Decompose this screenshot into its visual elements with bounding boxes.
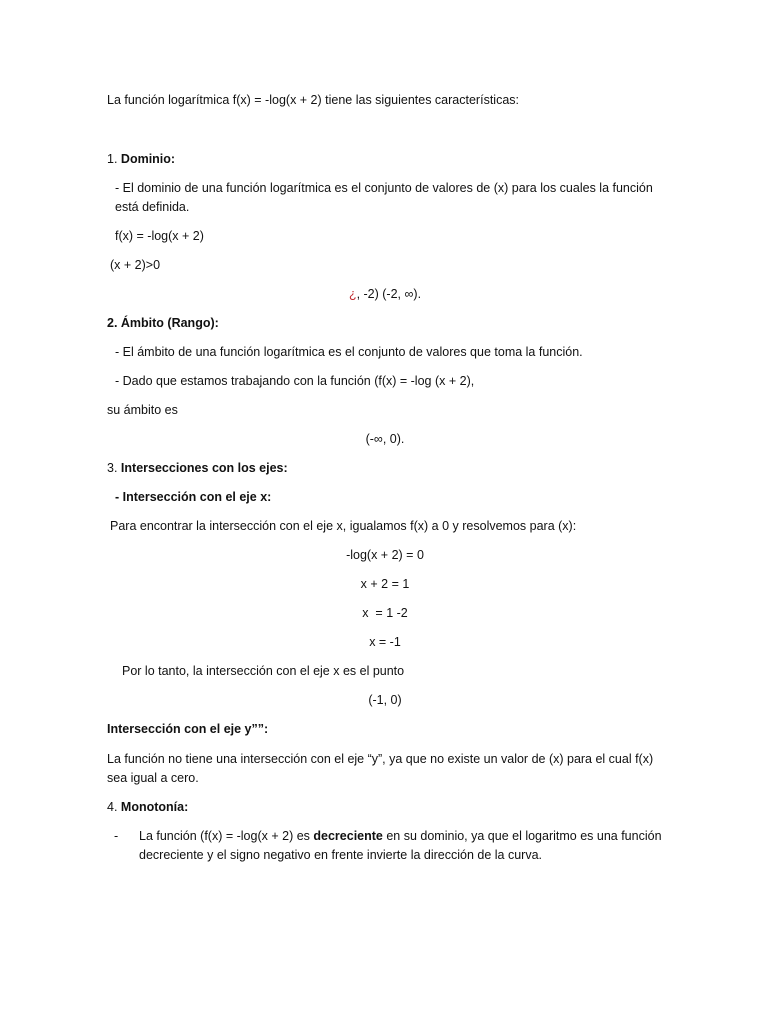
equation-step-1: -log(x + 2) = 0 [346,548,424,562]
section-1-equation-2: (x + 2)>0 [110,258,161,272]
section-2-result: (-∞, 0). [365,432,405,446]
section-1-number: 1. [107,152,118,166]
section-1-title: Dominio: [120,152,176,166]
equation-step-4: x = -1 [369,635,401,649]
section-3-paragraph: Para encontrar la intersección con el eje x, igualamos f(x) a 0 y resolvemos para (x): [110,519,577,533]
section-3-number: 3. [107,461,118,475]
equation-step-3: x = 1 -2 [362,606,408,620]
section-3-subheading-y: Intersección con el eje y””: [107,722,269,736]
equation-step-2: x + 2 = 1 [360,577,410,591]
section-2-description-1: - El ámbito de una función logarítmica es el conjunto de valores que toma la función. [115,345,583,359]
intersection-point: (-1, 0) [368,693,402,707]
result-symbol: ¿ [348,287,357,301]
monotony-bold-word: decreciente [313,829,383,843]
section-2-title: 2. Ámbito (Rango): [107,316,219,330]
section-1-description: - El dominio de una función logarítmica es el conjunto de valores de (x) para los cuales la función está definida. [115,181,653,214]
section-4-number: 4. [107,800,118,814]
section-3-subheading-x: - Intersección con el eje x: [115,490,272,504]
section-3-y-text: La función no tiene una intersección con el eje “y”, ya que no existe un valor de (x) para el cual f(x) sea igual a cero. [107,752,654,785]
section-3-conclusion: Por lo tanto, la intersección con el eje x es el punto [122,664,405,678]
section-1-heading [107,150,663,169]
section-4-title: Monotonía: [120,800,189,814]
intro-text: La función logarítmica f(x) = -log(x + 2) tiene las siguientes características: [107,93,519,107]
section-4-bullet: - [114,829,119,843]
monotony-text-before: La función (f(x) = -log(x + 2) es [139,829,314,843]
section-1-equation-1: f(x) = -log(x + 2) [115,229,204,243]
section-4-heading [107,798,663,817]
section-3-heading [107,459,663,478]
section-4-bullet-text [139,827,665,865]
section-2-description-2: - Dado que estamos trabajando con la función (f(x) = -log (x + 2), [115,374,475,388]
section-2-description-3: su ámbito es [107,403,178,417]
section-1-result [107,285,663,304]
result-interval: , -2) (-2, ∞). [356,287,422,301]
section-3-title: Intersecciones con los ejes: [120,461,288,475]
monotony-text-after: en su dominio, ya que el logaritmo es una función decreciente y el signo negativo en frente invierte la dirección de la curva. [139,829,662,862]
